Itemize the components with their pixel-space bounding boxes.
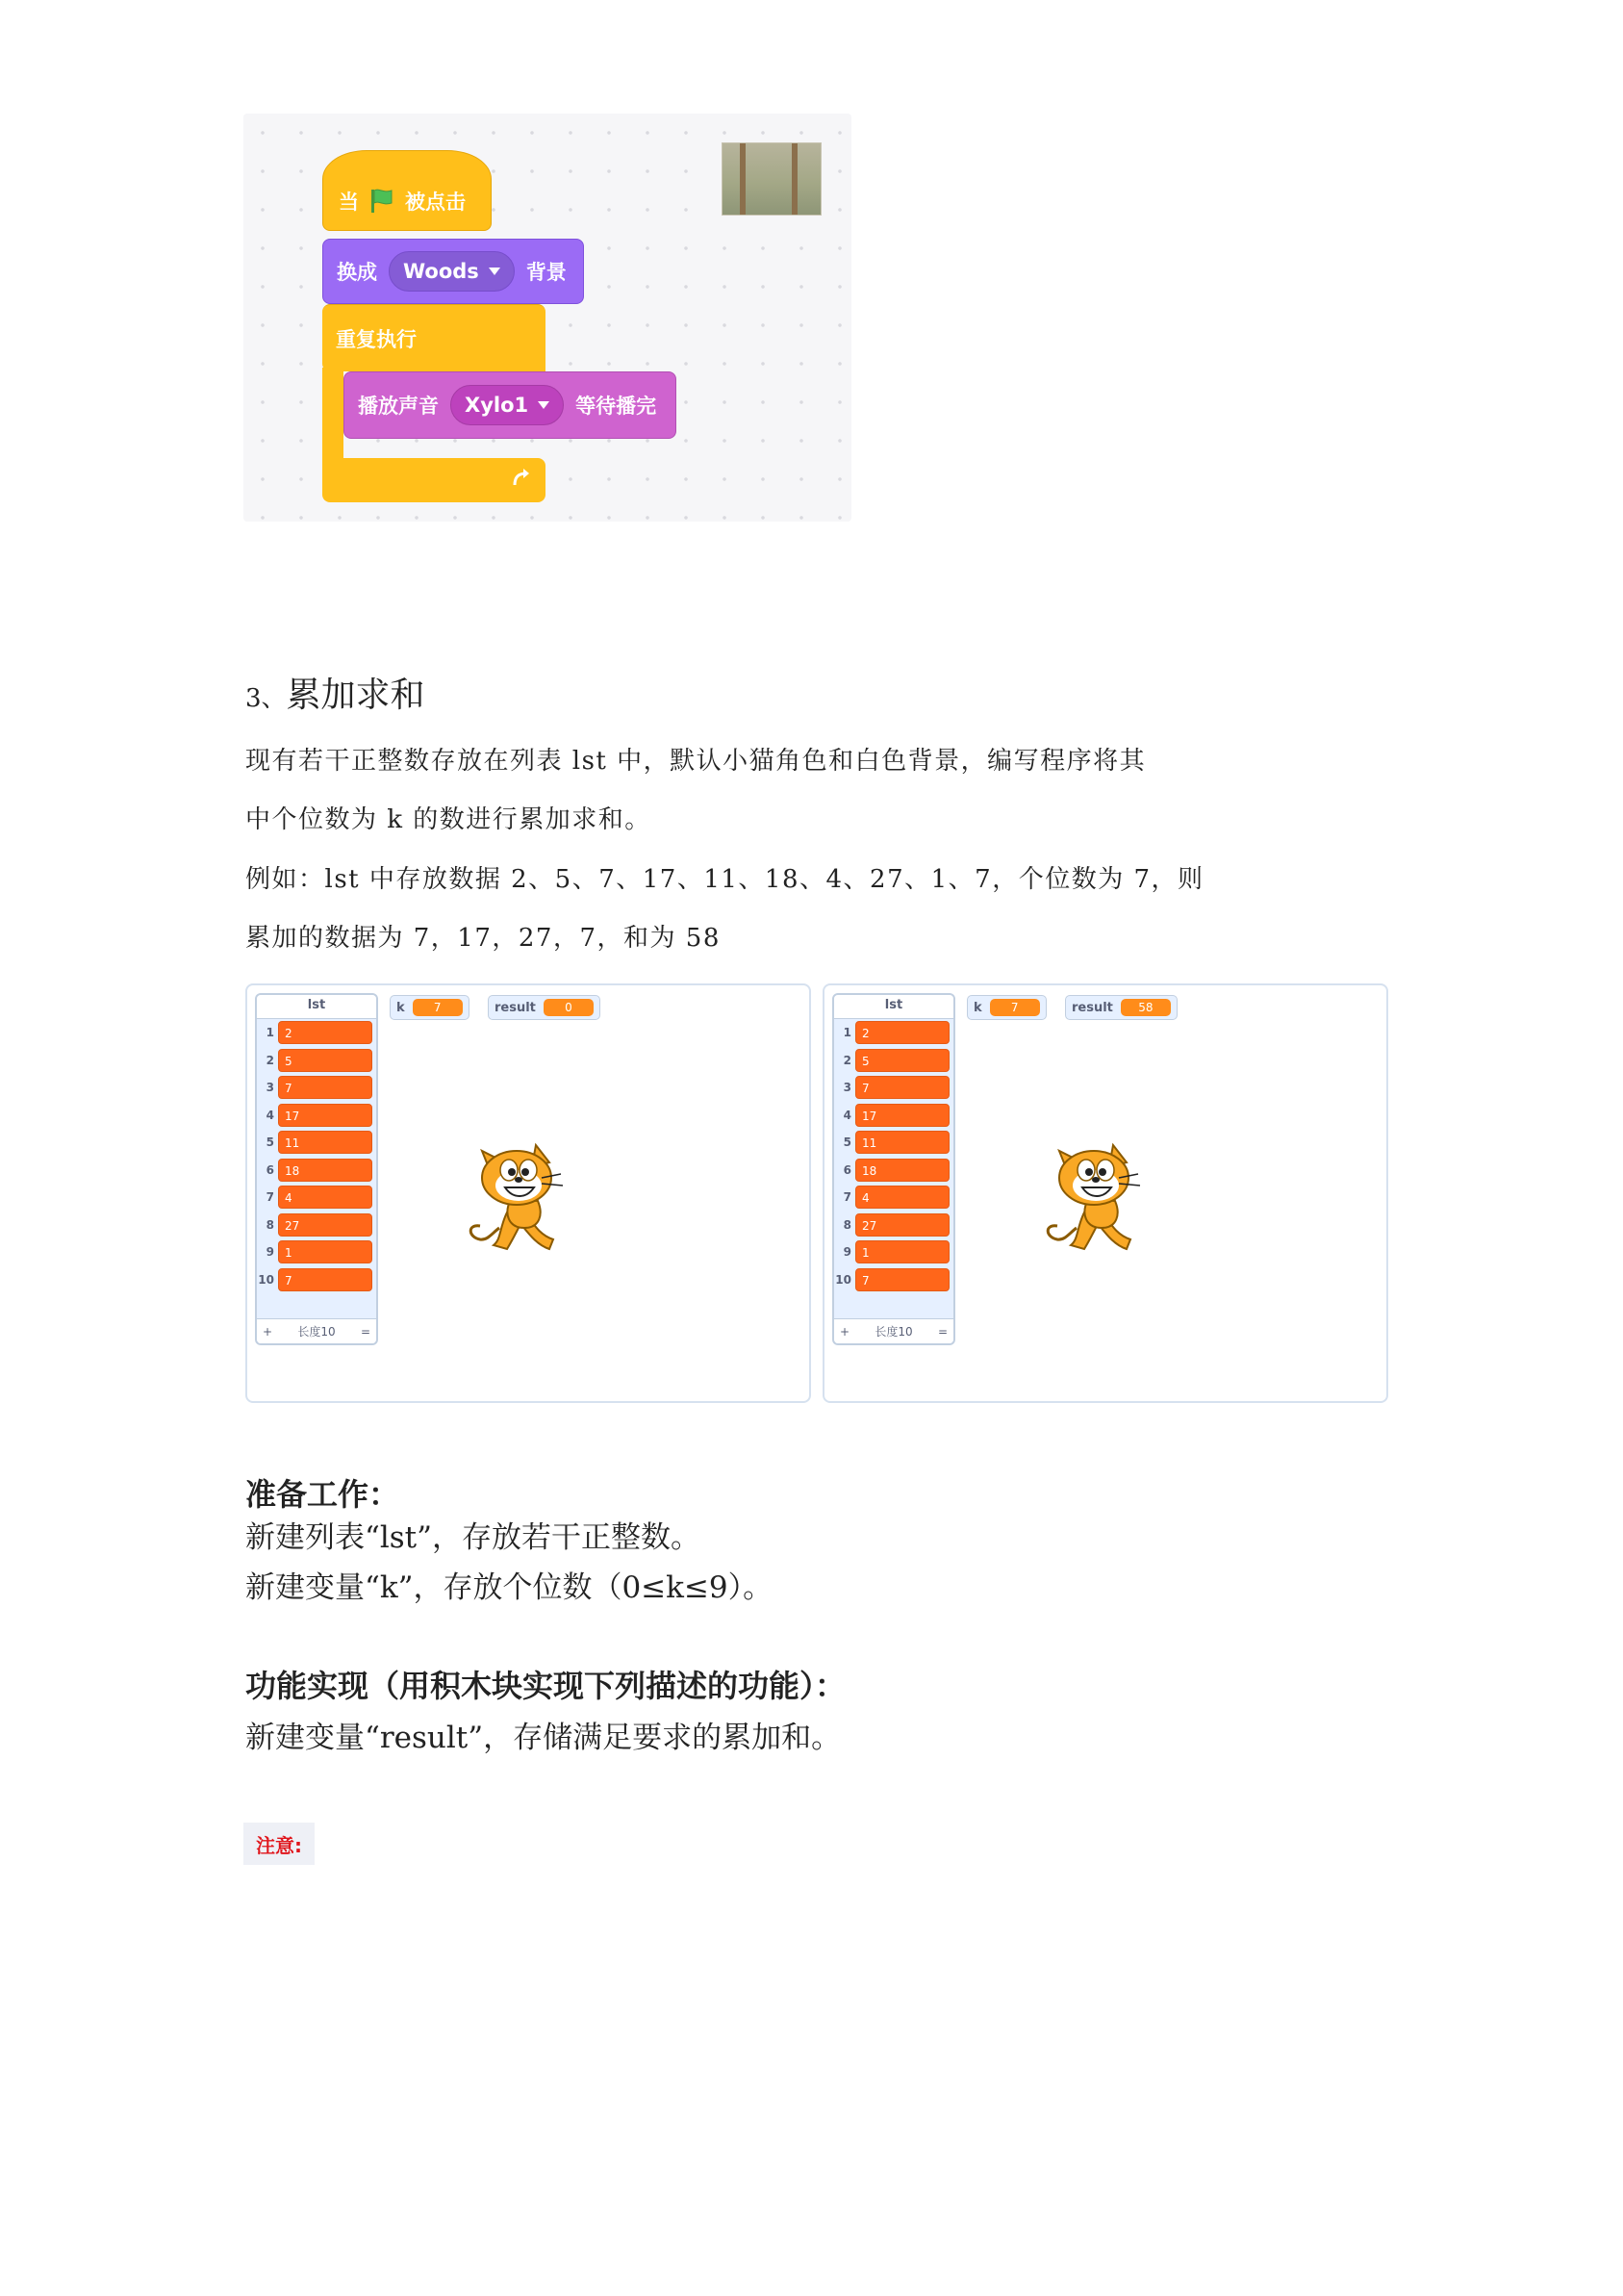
list-item-index: 4 bbox=[843, 1108, 851, 1122]
list-item-row bbox=[834, 1130, 950, 1155]
list-length: 长度10 bbox=[875, 1325, 913, 1339]
list-item-value[interactable]: 1 bbox=[855, 1240, 950, 1263]
list-item-index: 3 bbox=[266, 1081, 274, 1094]
when-flag-clicked-block[interactable] bbox=[322, 150, 492, 231]
code-editor-screenshot bbox=[243, 114, 851, 522]
list-item-value[interactable]: 27 bbox=[855, 1213, 950, 1237]
section-heading bbox=[245, 668, 425, 717]
list-item-value[interactable]: 1 bbox=[278, 1240, 372, 1263]
hat-clicked-label: 被点击 bbox=[405, 191, 466, 214]
list-item-row bbox=[257, 1212, 372, 1237]
list-monitor bbox=[255, 993, 378, 1345]
section-title: 累加求和 bbox=[286, 676, 425, 715]
list-item-row bbox=[257, 1267, 372, 1292]
list-item-row bbox=[257, 1239, 372, 1264]
list-item-index: 6 bbox=[266, 1162, 274, 1177]
list-item-value[interactable]: 18 bbox=[855, 1159, 950, 1182]
play-sound-label: 播放声音 bbox=[358, 395, 439, 418]
list-item-index: 7 bbox=[266, 1190, 274, 1204]
list-item-row bbox=[257, 1048, 372, 1073]
stage-screenshot-before bbox=[245, 983, 811, 1403]
list-item-index: 5 bbox=[843, 1135, 851, 1149]
sound-value: Xylo1 bbox=[465, 394, 529, 417]
list-item-value[interactable]: 17 bbox=[855, 1104, 950, 1127]
stage-screenshot-after bbox=[823, 983, 1388, 1403]
dropdown-arrow-icon bbox=[538, 401, 549, 409]
list-item-index: 6 bbox=[843, 1162, 851, 1177]
list-item-value[interactable]: 7 bbox=[855, 1268, 950, 1291]
paragraph-line-2: 中个位数为 k 的数进行累加求和。 bbox=[245, 805, 651, 834]
switch-label: 换成 bbox=[337, 261, 377, 284]
list-item-value[interactable]: 4 bbox=[855, 1186, 950, 1209]
list-item-row bbox=[257, 1158, 372, 1183]
list-item-row bbox=[834, 1239, 950, 1264]
k-value: 7 bbox=[990, 999, 1040, 1016]
list-resize-handle[interactable]: = bbox=[360, 1324, 370, 1339]
backdrop-value: Woods bbox=[403, 260, 479, 283]
forever-block-arm bbox=[322, 368, 343, 460]
list-footer bbox=[834, 1318, 953, 1343]
list-item-index: 10 bbox=[835, 1272, 851, 1287]
list-item-row bbox=[834, 1048, 950, 1073]
k-label: k bbox=[396, 1000, 405, 1015]
list-item-index: 1 bbox=[843, 1026, 851, 1039]
section-number: 3、 bbox=[245, 684, 287, 713]
prep-line-1: 新建列表“lst”，存放若干正整数。 bbox=[245, 1520, 700, 1555]
result-label: result bbox=[495, 1000, 536, 1015]
prep-line-2: 新建变量“k”，存放个位数（0≤k≤9）。 bbox=[245, 1570, 773, 1605]
function-heading: 功能实现（用积木块实现下列描述的功能）： bbox=[245, 1668, 847, 1704]
play-sound-until-done-block[interactable] bbox=[343, 371, 676, 439]
list-item-index: 8 bbox=[843, 1217, 851, 1232]
hat-when-label: 当 bbox=[339, 191, 359, 214]
scratch-cat-sprite[interactable] bbox=[1038, 1132, 1163, 1261]
list-item-index: 2 bbox=[843, 1053, 851, 1067]
list-item-row bbox=[257, 1130, 372, 1155]
list-footer bbox=[257, 1318, 376, 1343]
prep-heading: 准备工作： bbox=[245, 1476, 400, 1513]
list-item-row bbox=[834, 1103, 950, 1128]
list-length: 长度10 bbox=[297, 1325, 336, 1339]
list-item-index: 1 bbox=[266, 1026, 274, 1039]
result-value: 0 bbox=[544, 999, 594, 1016]
variable-monitor-k bbox=[967, 995, 1047, 1020]
list-item-value[interactable]: 2 bbox=[278, 1021, 372, 1044]
paragraph-line-1: 现有若干正整数存放在列表 lst 中，默认小猫角色和白色背景，编写程序将其 bbox=[245, 747, 1147, 776]
list-item-row bbox=[834, 1267, 950, 1292]
list-title: lst bbox=[834, 995, 953, 1019]
list-add-button[interactable]: + bbox=[263, 1324, 273, 1339]
list-item-row bbox=[257, 1020, 372, 1045]
list-item-value[interactable]: 7 bbox=[855, 1076, 950, 1099]
list-item-row bbox=[257, 1185, 372, 1210]
loop-arrow-icon bbox=[511, 468, 532, 494]
list-item-index: 4 bbox=[266, 1108, 274, 1122]
list-item-value[interactable]: 7 bbox=[278, 1268, 372, 1291]
list-item-index: 10 bbox=[258, 1272, 274, 1287]
variable-monitor-k bbox=[390, 995, 469, 1020]
list-item-row bbox=[257, 1075, 372, 1100]
list-item-row bbox=[834, 1212, 950, 1237]
list-resize-handle[interactable]: = bbox=[937, 1324, 948, 1339]
forever-block[interactable] bbox=[322, 304, 545, 371]
list-item-index: 7 bbox=[843, 1190, 851, 1204]
paragraph-line-4: 累加的数据为 7，17，27，7，和为 58 bbox=[245, 924, 721, 953]
list-item-row bbox=[257, 1103, 372, 1128]
switch-backdrop-block[interactable] bbox=[322, 239, 584, 304]
variable-monitor-result bbox=[488, 995, 600, 1020]
backdrop-dropdown[interactable] bbox=[389, 251, 515, 292]
list-item-value[interactable]: 17 bbox=[278, 1104, 372, 1127]
result-label: result bbox=[1072, 1000, 1113, 1015]
list-item-index: 9 bbox=[266, 1245, 274, 1259]
list-add-button[interactable]: + bbox=[840, 1324, 850, 1339]
list-item-value[interactable]: 27 bbox=[278, 1213, 372, 1237]
list-item-row bbox=[834, 1075, 950, 1100]
list-item-row bbox=[834, 1020, 950, 1045]
list-item-value[interactable]: 5 bbox=[855, 1049, 950, 1072]
dropdown-arrow-icon bbox=[489, 268, 500, 275]
paragraph-line-3: 例如：lst 中存放数据 2、5、7、17、11、18、4、27、1、7，个位数为 7，则 bbox=[245, 865, 1205, 894]
green-flag-icon bbox=[368, 188, 395, 215]
forever-label: 重复执行 bbox=[336, 327, 417, 351]
result-value: 58 bbox=[1121, 999, 1171, 1016]
list-item-index: 9 bbox=[843, 1245, 851, 1259]
list-title: lst bbox=[257, 995, 376, 1019]
k-label: k bbox=[974, 1000, 982, 1015]
list-item-row bbox=[834, 1158, 950, 1183]
list-item-value[interactable]: 4 bbox=[278, 1186, 372, 1209]
list-monitor bbox=[832, 993, 955, 1345]
list-item-index: 8 bbox=[266, 1217, 274, 1232]
list-item-value[interactable]: 2 bbox=[855, 1021, 950, 1044]
wait-until-done-label: 等待播完 bbox=[575, 395, 657, 418]
list-item-value[interactable]: 11 bbox=[278, 1131, 372, 1154]
list-item-value[interactable]: 5 bbox=[278, 1049, 372, 1072]
list-item-index: 3 bbox=[843, 1081, 851, 1094]
woods-backdrop-thumbnail bbox=[722, 142, 822, 216]
forever-block-bottom bbox=[322, 458, 545, 502]
note-label: 注意: bbox=[243, 1823, 315, 1865]
list-item-value[interactable]: 18 bbox=[278, 1159, 372, 1182]
list-item-index: 5 bbox=[266, 1135, 274, 1149]
scratch-cat-sprite[interactable] bbox=[461, 1132, 586, 1261]
variable-monitor-result bbox=[1065, 995, 1178, 1020]
k-value: 7 bbox=[413, 999, 463, 1016]
function-line-1: 新建变量“result”，存储满足要求的累加和。 bbox=[245, 1721, 842, 1755]
list-item-value[interactable]: 7 bbox=[278, 1076, 372, 1099]
sound-dropdown[interactable] bbox=[450, 385, 564, 425]
list-item-row bbox=[834, 1185, 950, 1210]
backdrop-label: 背景 bbox=[525, 261, 567, 284]
list-item-index: 2 bbox=[266, 1053, 274, 1067]
list-item-value[interactable]: 11 bbox=[855, 1131, 950, 1154]
